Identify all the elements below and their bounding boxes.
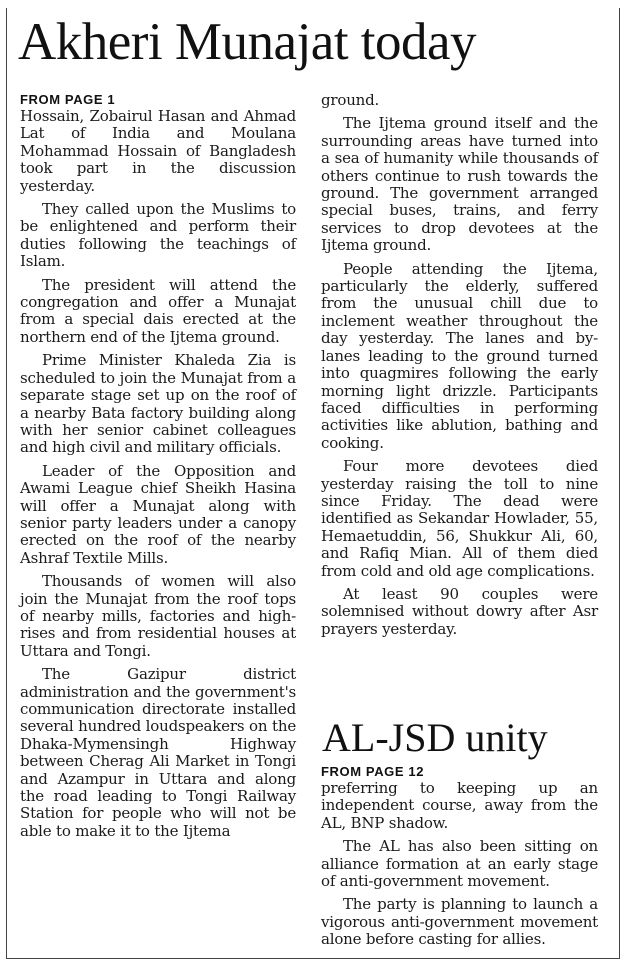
paragraph: At least 90 couples were solemnised without dowry after Asr prayers yesterday. [321,584,598,638]
paragraph: ground. [321,91,380,109]
article-headline-2: AL-JSD unity [322,715,548,760]
paragraph: The president will attend the congregation and offer a Munajat from a special dais erected at the northern end of the Ijtema ground. [20,275,296,346]
article-column-1 [20,92,296,846]
right-column-rule [619,8,620,958]
paragraph: Thousands of women will also join the Munajat from the roof tops of nearby mills, factories and high-rises and from residential houses at Uttara and Tongi. [20,572,296,660]
bottom-rule [6,958,620,959]
article-headline: Akheri Munajat today [18,13,477,71]
paragraph: preferring to keeping up an independent course, away from the AL, BNP shadow. [321,779,598,832]
paragraph: They called upon the Muslims to be enlightened and perform their duties following the teachings of Islam. [20,200,296,271]
paragraph: Prime Minister Khaleda Zia is scheduled to join the Munajat from a separate stage set up on the roof of a nearby Bata factory building along with her senior cabinet colleagues and high civil and military officials. [20,351,296,457]
paragraph: Leader of the Opposition and Awami League chief Sheikh Hasina will offer a Munajat along with senior party leaders under a canopy erected on the roof of the nearby Ashraf Textile Mills. [20,461,296,567]
paragraph: The party is planning to launch a vigorous anti-government movement alone before casting for allies. [321,895,598,949]
paragraph: Four more devotees died yesterday raising the toll to nine since Friday. The dead were identified as Sekandar Howlader, 55, Hemaetuddin, 56, Shukkur Ali, 60, and Rafiq Mian. All of them died from cold and old age complications. [321,457,598,580]
paragraph: People attending the Ijtema, particularly the elderly, suffered from the unusual chill due to inclement weather throughout the day yesterday. The lanes and by-lanes leading to the ground turned into quagmires following the early morning light drizzle. Participants faced difficulties in performing activities like ablution, bathing and cooking. [321,259,598,452]
jump-kicker: FROM PAGE 12 [321,764,425,779]
paragraph: The Gazipur district administration and the government's communication directorate installed several hundred loudspeakers on the Dhaka-Mymensingh Highway between Cherag Ali Market in Tongi and Azampur in Uttara and along the road leading to Tongi Railway Station for people who will not be able to make it to the Ijtema [20,665,296,840]
left-column-rule [6,8,7,958]
paragraph: The AL has also been sitting on alliance formation at an early stage of anti-government movement. [321,837,598,891]
jump-kicker: FROM PAGE 1 [20,92,116,107]
article-2-body [321,764,598,955]
paragraph: The Ijtema ground itself and the surrounding areas have turned into a sea of humanity while thousands of others continue to rush towards the ground. The government arranged special buses, trains, and ferry services to drop devotees at the Ijtema ground. [321,114,598,255]
paragraph: Hossain, Zobairul Hasan and Ahmad Lat of India and Moulana Mohammad Hossain of Bangladesh took part in the discussion yesterday. [20,107,296,195]
article-column-2 [321,92,598,644]
